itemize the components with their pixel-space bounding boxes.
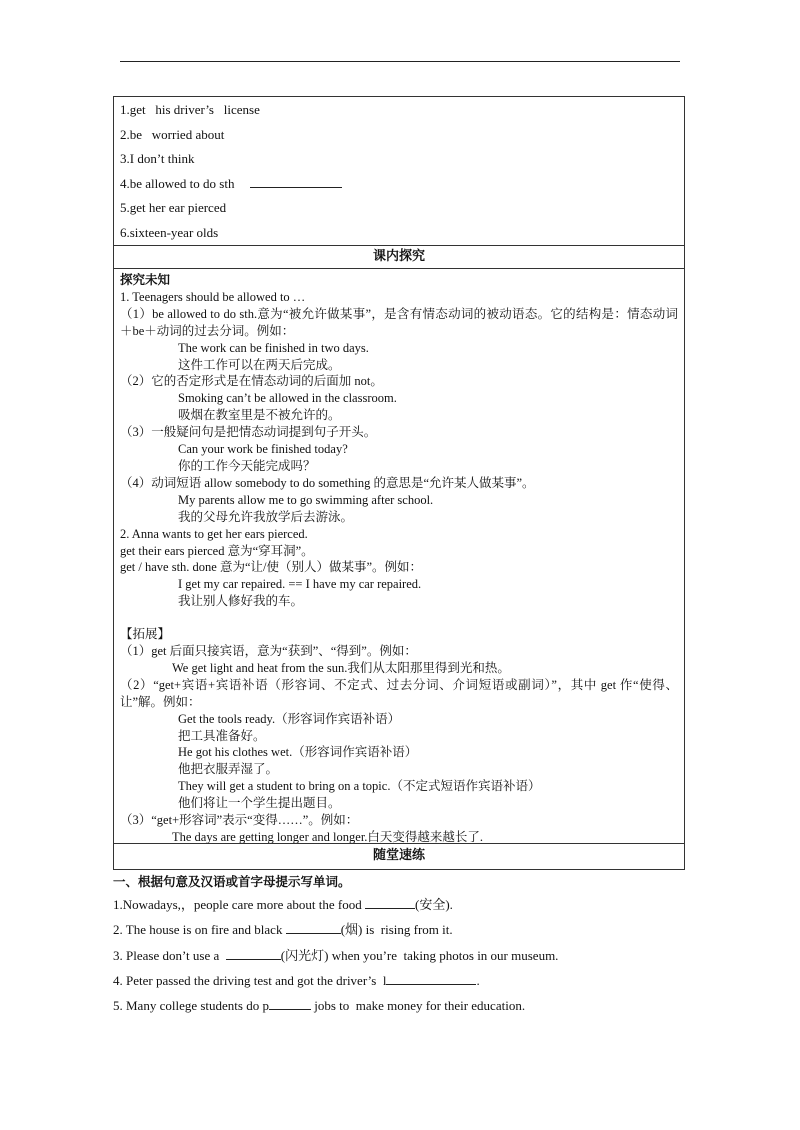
question-text: 1.Nowadays,，people care more about the food [113,897,365,912]
point-2: 2. Anna wants to get her ears pierced. [120,526,308,541]
example-en: Get the tools ready.（形容词作宾语补语） [178,711,401,726]
example-en: My parents allow me to go swimming after school. [178,492,434,507]
vocab-item-5: 5.get her ear pierced [120,200,227,215]
answer-blank[interactable] [365,895,415,909]
extension-1: （1）get 后面只接宾语，意为“获到”、“得到”。例如： [120,644,417,659]
spacer [120,610,678,626]
extension-2: （2）“get+宾语+宾语补语（形容词、不定式、过去分词、介词短语或副词）”，其中 get 作“使得、让”解。例如： [120,677,678,709]
section-practice-header: 随堂速练 [113,843,685,870]
vocab-item-4-text: 4.be allowed to do sth [120,175,235,191]
point-2-b: get / have sth. done 意为“让/使（别人）做某事”。例如： [120,560,423,575]
answer-blank[interactable] [250,174,342,188]
question-text: (烟) is rising from it. [340,922,453,938]
question-text: . [476,972,480,988]
example-en: The days are getting longer and longer.白天变得越来越长了. [172,830,484,844]
answer-blank[interactable] [269,996,311,1010]
question-4 [113,968,693,993]
vocab-item-6: 6.sixteen-year olds [120,224,219,240]
extension-heading: 【拓展】 [120,627,171,642]
example-zh: 你的工作今天能完成吗？ [178,458,316,473]
section-explore-header: 课内探究 [113,245,685,269]
question-5 [113,993,693,1018]
example-zh: 他们将让一个学生提出题目。 [178,796,341,811]
vocab-item-2: 2.be worried about [120,126,225,142]
vocab-item-3: 3.I don’t think [120,151,195,166]
question-text: (安全). [414,897,453,912]
question-1 [113,892,693,917]
example-zh: 我让别人修好我的车。 [178,594,304,609]
answer-blank[interactable] [286,920,341,934]
question-text: 4. Peter passed the driving test and got the driver’s l [113,972,387,988]
example-zh: 他把衣服弄湿了。 [178,762,279,777]
vocab-item-4 [120,174,684,199]
example-en: They will get a student to bring on a topic.（不定式短语作宾语补语） [178,779,541,794]
point-1-3: （3）一般疑问句是把情态动词提到句子开头。 [120,425,377,440]
point-1-1: （1）be allowed to do sth.意为“被允许做某事”，是含有情态动词的被动语态。它的结构是：情态动词＋be＋动词的过去分词。例如： [120,306,678,338]
question-3 [113,943,693,968]
example-en: I get my car repaired. == I have my car repaired. [178,577,422,592]
point-1-2: （2）它的否定形式是在情态动词的后面加 not。 [120,374,383,389]
question-text: 2. The house is on fire and black [113,922,286,938]
vocabulary-box [113,96,685,246]
practice-title: 一、根据句意及汉语或首字母提示写单词。 [113,874,351,889]
example-en: Smoking can’t be allowed in the classroom. [178,391,397,406]
example-zh: 我的父母允许我放学后去游泳。 [178,509,354,524]
answer-blank[interactable] [226,946,281,960]
point-1-4: （4）动词短语 allow somebody to do something 的意思是“允许某人做某事”。 [120,475,535,490]
question-text: (闪光灯) when you’re taking photos in our museum. [280,947,559,963]
question-text: 3. Please don’t use a [113,947,226,963]
vocab-item-1: 1.get his driver’s license [120,102,260,117]
example-zh: 这件工作可以在两天后完成。 [178,357,341,372]
example-en: Can your work be finished today? [178,442,348,457]
point-1: 1. Teenagers should be allowed to … [120,289,306,304]
example-en: We get light and heat from the sun.我们从太阳那里得到光和热。 [172,660,510,675]
extension-3: （3）“get+形容词”表示“变得……”。例如： [120,813,359,828]
question-2 [113,917,693,942]
header-rule [120,61,680,62]
example-en: He got his clothes wet.（形容词作宾语补语） [178,745,418,760]
example-zh: 吸烟在教室里是不被允许的。 [178,408,341,423]
practice-section [113,872,693,1018]
question-text: 5. Many college students do p [113,998,269,1014]
example-en: The work can be finished in two days. [178,340,369,355]
explore-heading: 探究未知 [120,272,171,287]
answer-blank[interactable] [386,971,476,985]
example-zh: 把工具准备好。 [178,728,266,743]
point-2-a: get their ears pierced 意为“穿耳洞”。 [120,543,314,558]
question-text: jobs to make money for their education. [310,998,526,1014]
explore-section [113,268,685,844]
